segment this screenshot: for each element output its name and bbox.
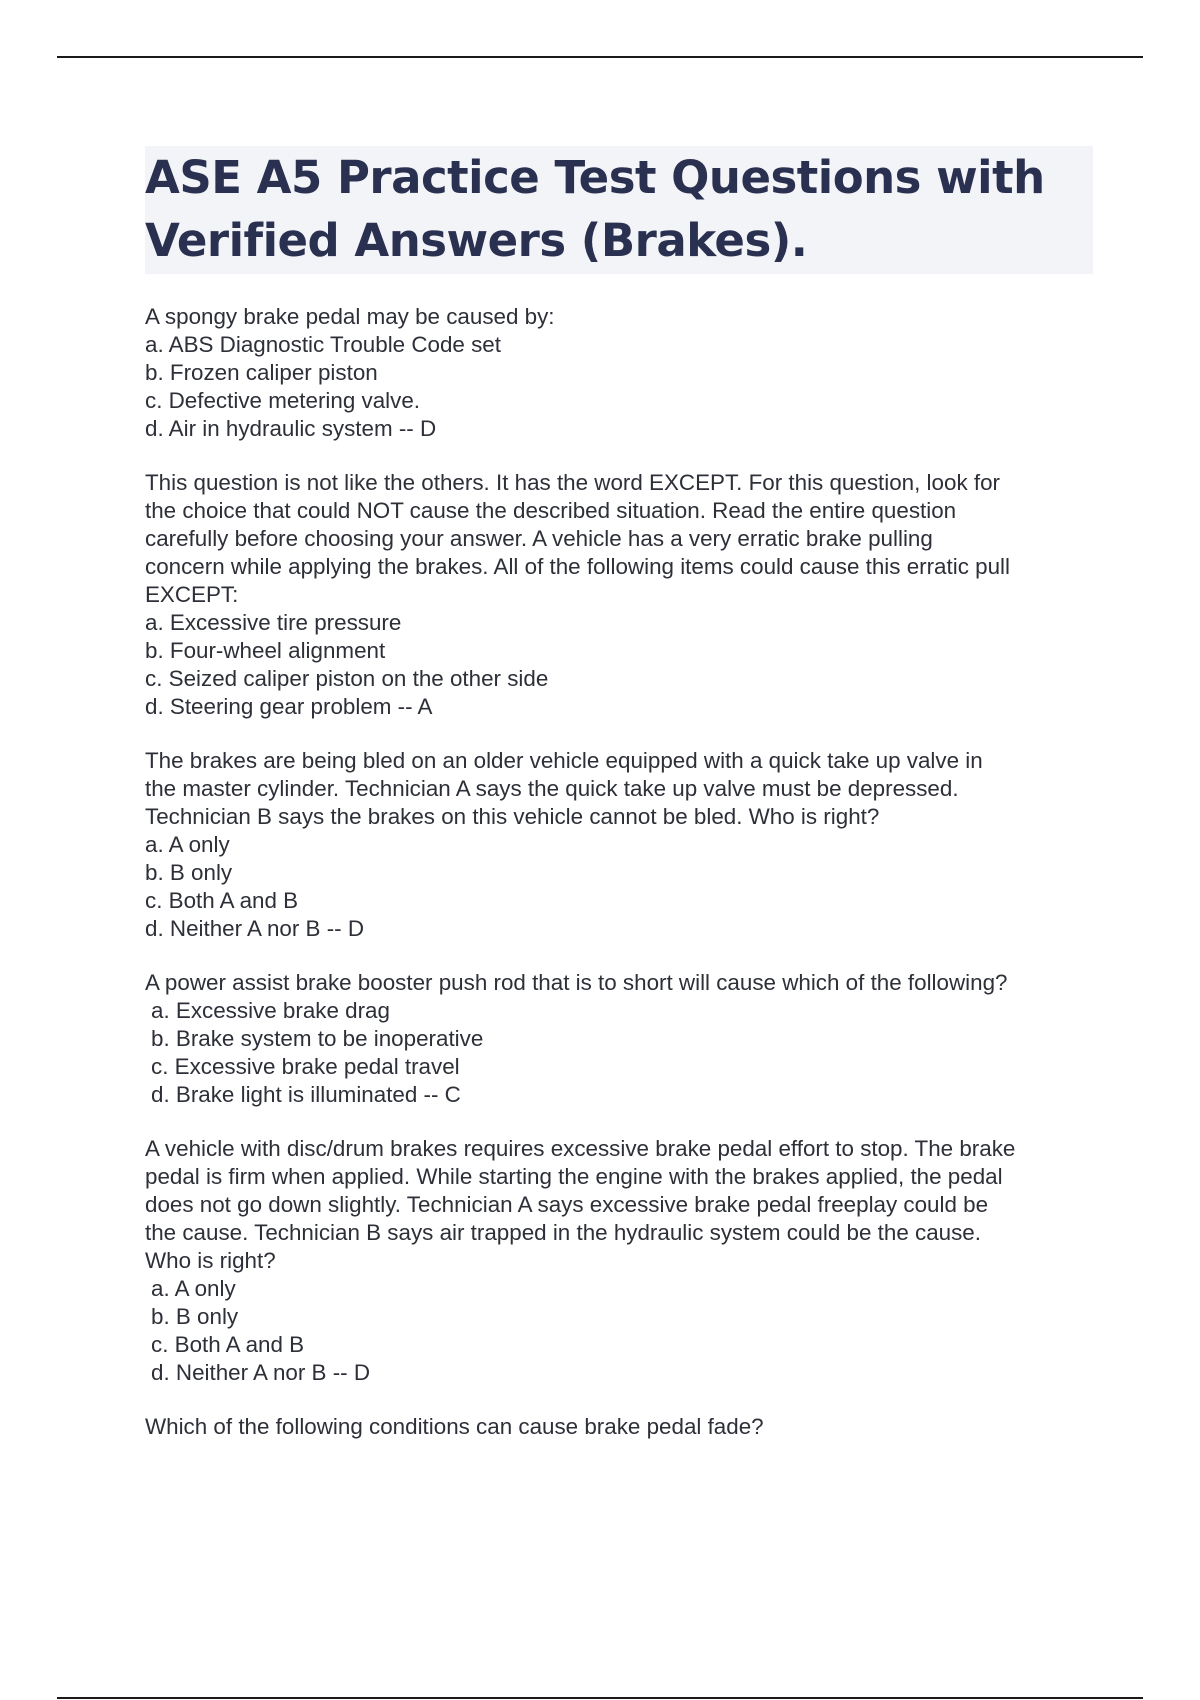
question-1 xyxy=(145,303,1095,443)
question-4 xyxy=(145,969,1095,1109)
question-stem: Who is right? xyxy=(145,1248,276,1273)
option-c: c. Both A and B xyxy=(145,888,299,913)
question-stem: Technician B says the brakes on this vehicle cannot be bled. Who is right? xyxy=(145,804,880,829)
question-stem: carefully before choosing your answer. A vehicle has a very erratic brake pulling xyxy=(145,526,933,551)
option-b: b. B only xyxy=(145,860,233,885)
question-stem: does not go down slightly. Technician A says excessive brake pedal freeplay could be xyxy=(145,1192,989,1217)
option-c: c. Seized caliper piston on the other side xyxy=(145,666,549,691)
option-c: c. Defective metering valve. xyxy=(145,388,421,413)
option-a: a. Excessive brake drag xyxy=(151,998,390,1023)
question-stem: A vehicle with disc/drum brakes requires excessive brake pedal effort to stop. The brake xyxy=(145,1136,1016,1161)
question-stem: the choice that could NOT cause the described situation. Read the entire question xyxy=(145,498,957,523)
title-block xyxy=(145,146,1093,274)
option-d: d. Brake light is illuminated -- C xyxy=(151,1082,461,1107)
question-5 xyxy=(145,1135,1095,1387)
question-stem: A power assist brake booster push rod that is to short will cause which of the following? xyxy=(145,970,1008,995)
option-d: d. Steering gear problem -- A xyxy=(145,694,433,719)
question-stem: pedal is firm when applied. While starting the engine with the brakes applied, the pedal xyxy=(145,1164,1003,1189)
option-a: a. ABS Diagnostic Trouble Code set xyxy=(145,332,501,357)
title-line-2: Verified Answers (Brakes). xyxy=(145,214,808,267)
question-3 xyxy=(145,747,1095,943)
question-stem: concern while applying the brakes. All of the following items could cause this erratic pull xyxy=(145,554,1010,579)
option-a: a. A only xyxy=(145,832,230,857)
bottom-rule xyxy=(57,1697,1143,1699)
option-a: a. A only xyxy=(151,1276,236,1301)
top-rule xyxy=(57,56,1143,58)
question-stem: A spongy brake pedal may be caused by: xyxy=(145,304,555,329)
option-c: c. Both A and B xyxy=(151,1332,305,1357)
option-d: d. Neither A nor B -- D xyxy=(151,1360,371,1385)
option-b: b. Frozen caliper piston xyxy=(145,360,378,385)
option-d: d. Neither A nor B -- D xyxy=(145,916,365,941)
question-list xyxy=(145,303,1095,1441)
question-6 xyxy=(145,1413,1095,1441)
question-stem: Which of the following conditions can cause brake pedal fade? xyxy=(145,1414,764,1439)
option-a: a. Excessive tire pressure xyxy=(145,610,402,635)
question-stem: the master cylinder. Technician A says the quick take up valve must be depressed. xyxy=(145,776,959,801)
option-b: b. Brake system to be inoperative xyxy=(151,1026,484,1051)
question-stem: The brakes are being bled on an older vehicle equipped with a quick take up valve in xyxy=(145,748,983,773)
option-b: b. B only xyxy=(151,1304,239,1329)
option-d: d. Air in hydraulic system -- D xyxy=(145,416,437,441)
question-stem: EXCEPT: xyxy=(145,582,239,607)
option-b: b. Four-wheel alignment xyxy=(145,638,386,663)
question-stem: the cause. Technician B says air trapped in the hydraulic system could be the cause. xyxy=(145,1220,981,1245)
title-line-1: ASE A5 Practice Test Questions with xyxy=(145,151,1045,204)
page-title xyxy=(145,146,1093,272)
question-stem: This question is not like the others. It has the word EXCEPT. For this question, look for xyxy=(145,470,1000,495)
option-c: c. Excessive brake pedal travel xyxy=(151,1054,460,1079)
question-2 xyxy=(145,469,1095,721)
